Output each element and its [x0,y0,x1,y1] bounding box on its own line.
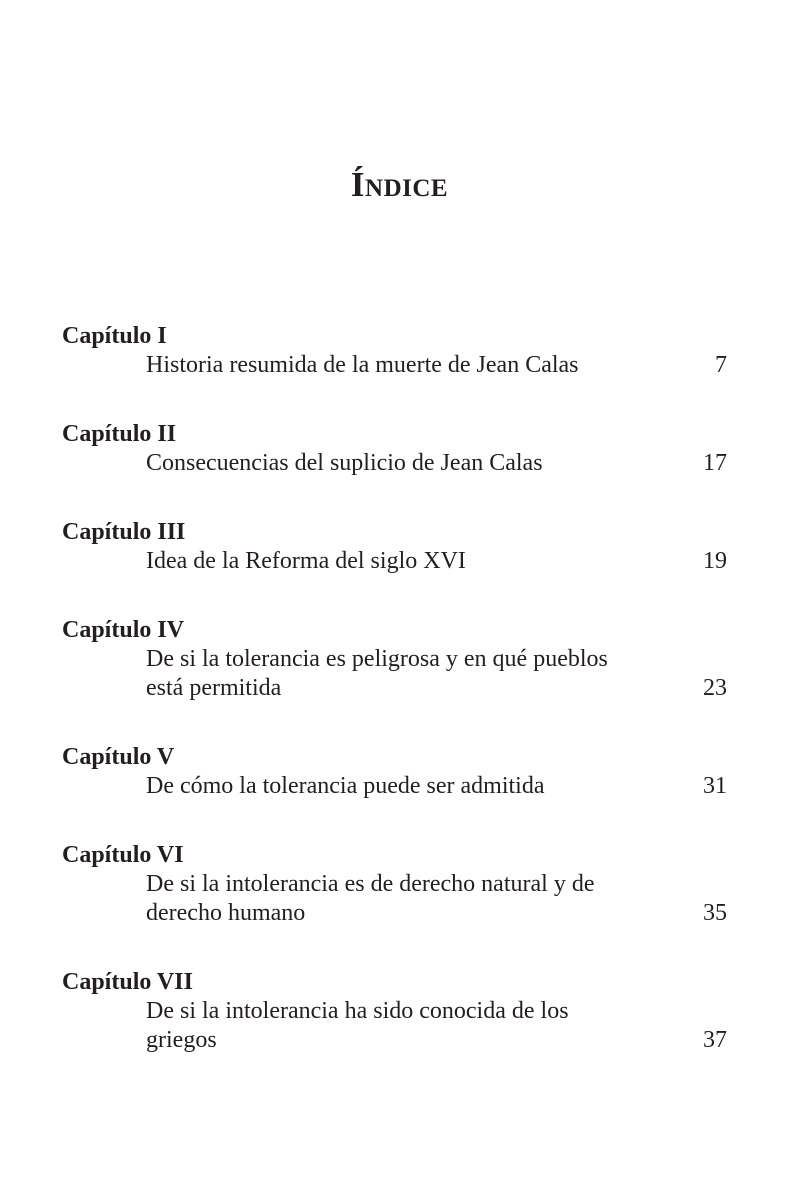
chapter-heading: Capítulo V [62,744,175,770]
chapter-heading: Capítulo IV [62,617,185,643]
page-number: 31 [703,773,727,799]
chapter-body [62,997,727,1055]
page-title: Índice [350,165,449,205]
toc-entry-chapter-2 [62,419,727,478]
chapter-heading: Capítulo VI [62,842,184,868]
page-number: 19 [703,548,727,574]
chapter-body [62,351,727,380]
chapter-body [62,645,727,703]
page-number: 17 [703,450,727,476]
chapter-title: De si la tolerancia es peligrosa y en qué pueblos está permitida [146,646,608,701]
page-number: 7 [715,352,727,378]
chapter-heading: Capítulo VII [62,969,193,995]
chapter-heading: Capítulo III [62,519,186,545]
chapter-title: Consecuencias del suplicio de Jean Calas [146,450,543,476]
chapter-title: De si la intolerancia ha sido conocida de los griegos [146,998,569,1053]
toc-entry-chapter-6 [62,840,727,928]
chapter-heading: Capítulo I [62,323,167,349]
chapter-body [62,772,727,801]
page-number: 23 [703,675,727,701]
chapter-body [62,449,727,478]
toc-entry-chapter-3 [62,517,727,576]
toc-entry-chapter-5 [62,742,727,801]
chapter-title: Idea de la Reforma del siglo XVI [146,548,466,574]
chapter-title: De si la intolerancia es de derecho natural y de derecho humano [146,871,595,926]
page-number: 35 [703,900,727,926]
toc-entry-chapter-4 [62,615,727,703]
chapter-body [62,547,727,576]
table-of-contents [62,321,727,1094]
chapter-title: Historia resumida de la muerte de Jean Calas [146,352,579,378]
page-number: 37 [703,1027,727,1053]
chapter-body [62,870,727,928]
chapter-heading: Capítulo II [62,421,177,447]
toc-entry-chapter-1 [62,321,727,380]
chapter-title: De cómo la tolerancia puede ser admitida [146,773,545,799]
toc-entry-chapter-7 [62,967,727,1055]
